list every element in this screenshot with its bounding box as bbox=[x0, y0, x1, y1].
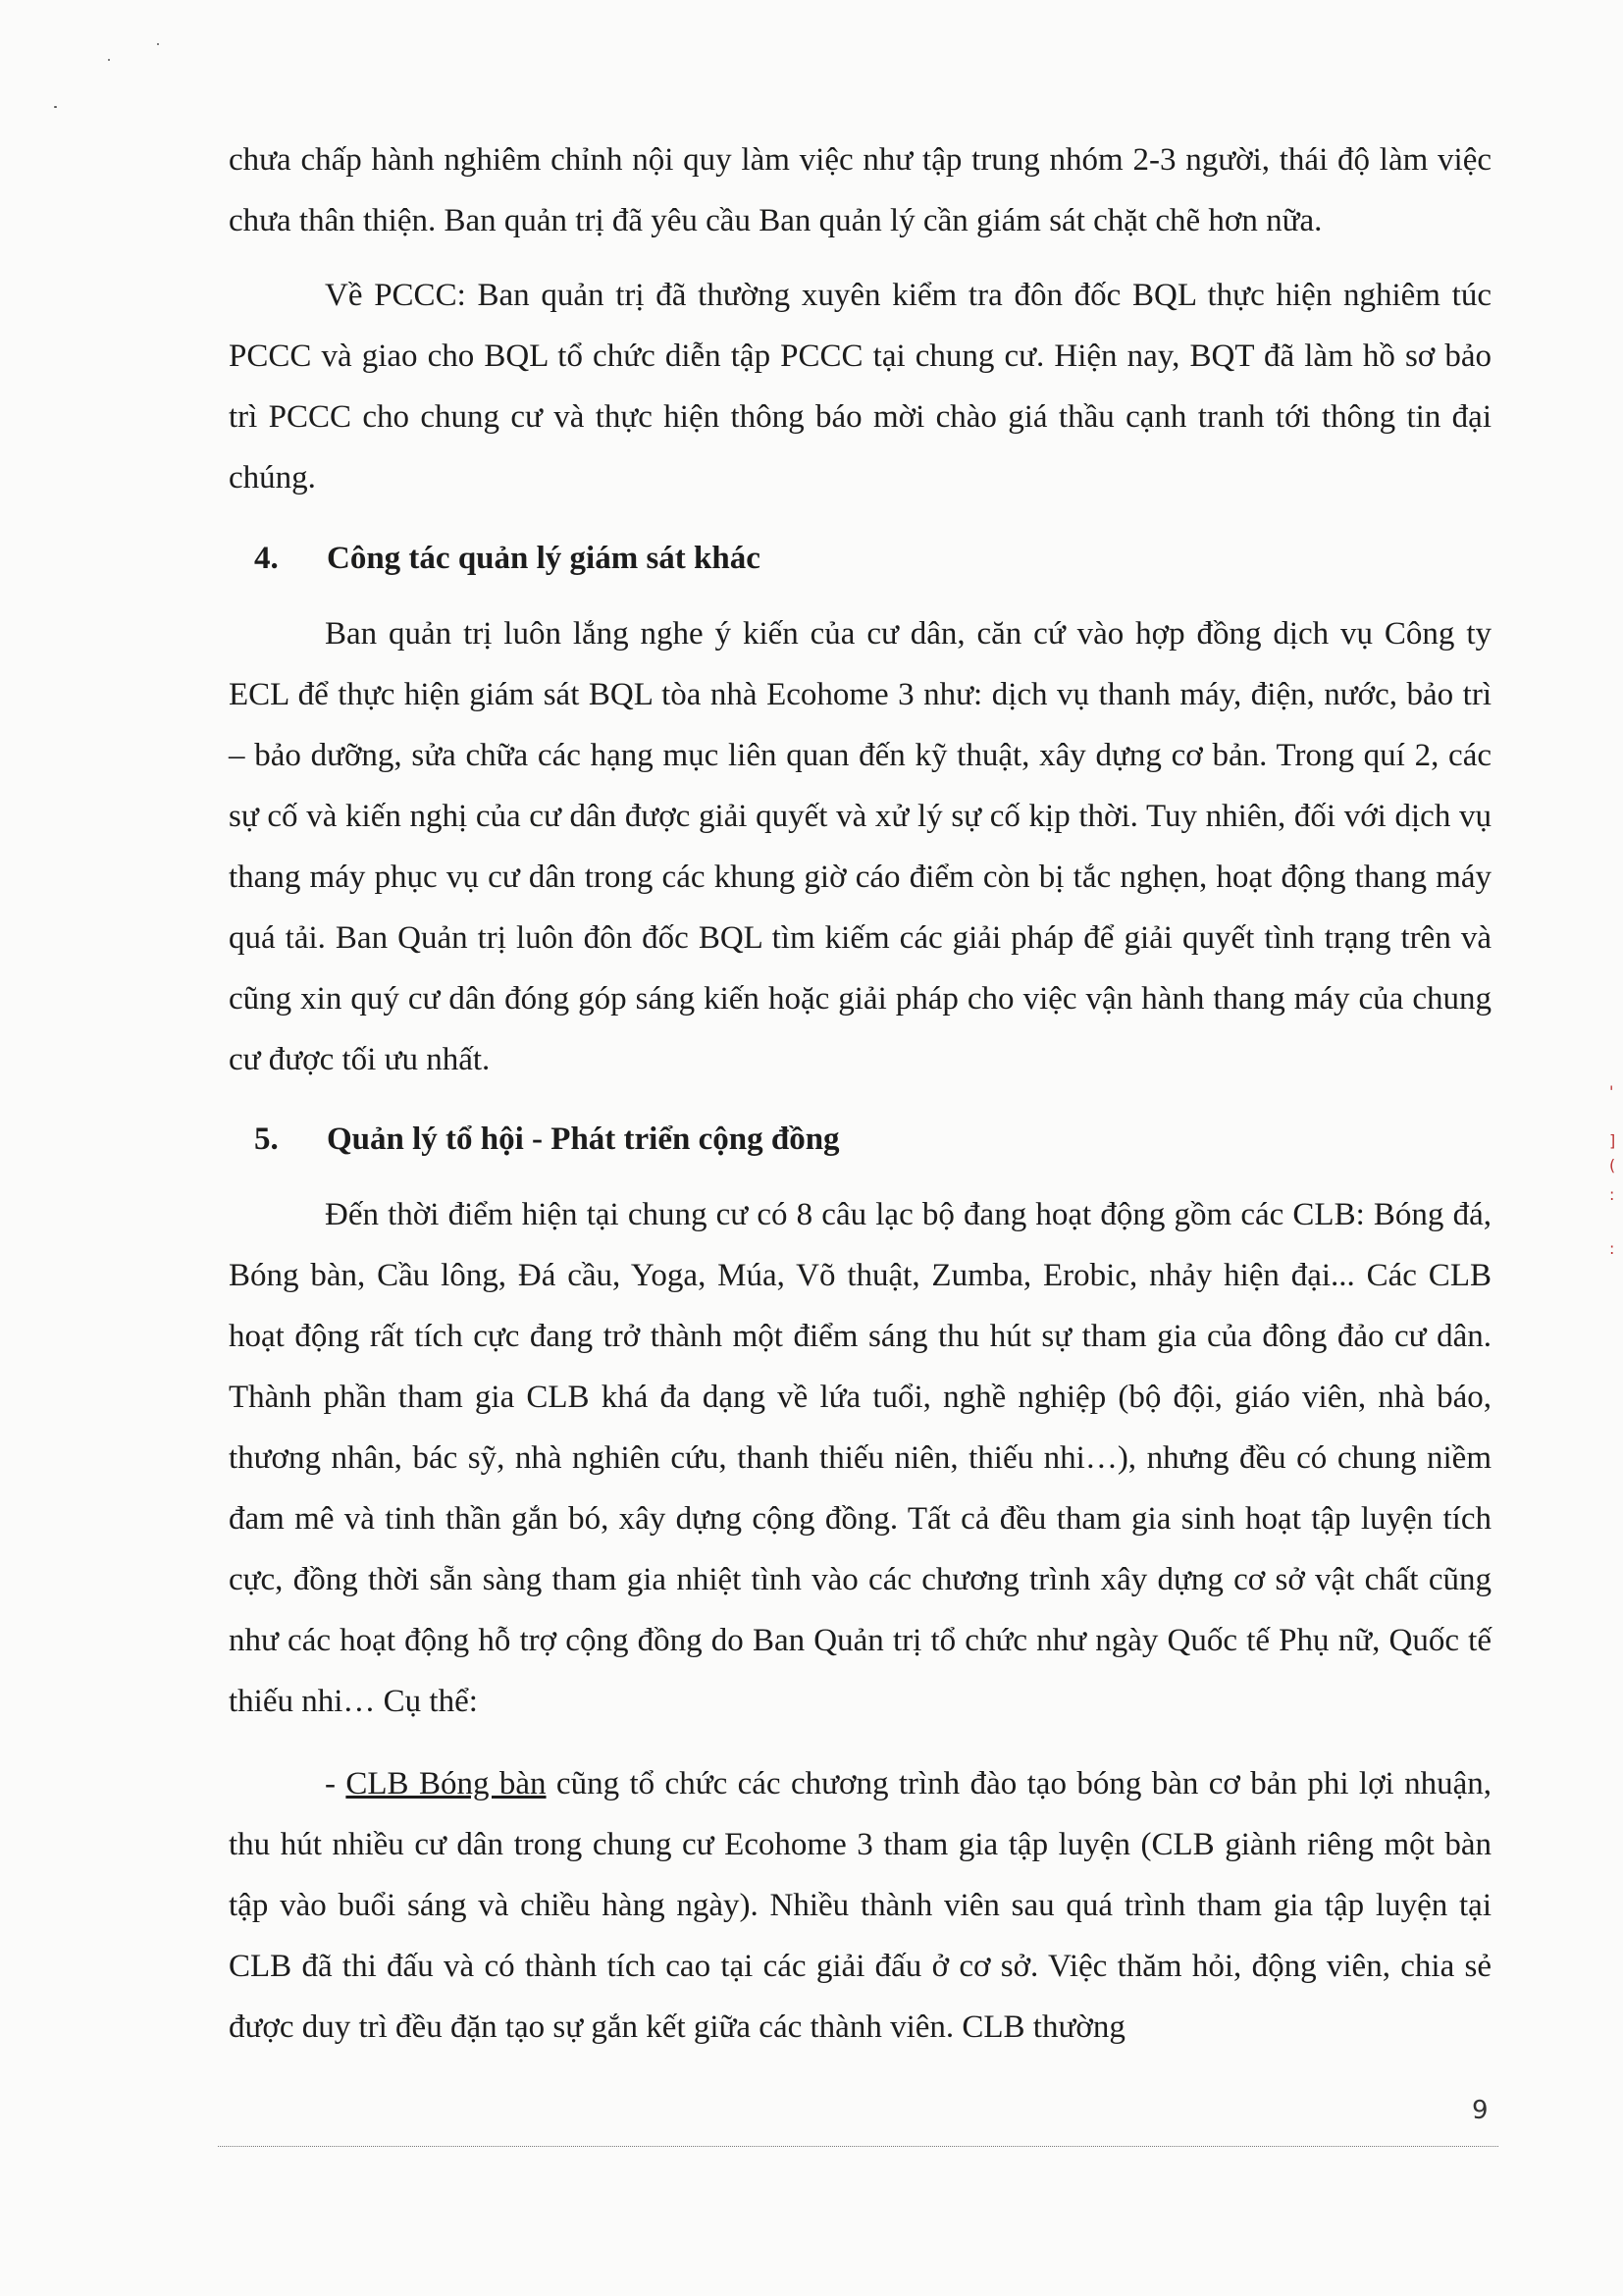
paragraph-clubs: Đến thời điểm hiện tại chung cư có 8 câu lạc bộ đang hoạt động gồm các CLB: Bóng đá, Bóng bàn, Cầu lông, Đá cầu, Yoga, Múa, Võ thuật, Zumba, Erobic, nhảy hiện đại... Các CLB hoạt động rất tích cực đang trở thành một điểm sáng thu hút sự tham gia của đông đảo cư dân. Thành phần tham gia CLB khá đa dạng về lứa tuổi, nghề nghiệp (bộ đội, giáo viên, nhà báo, thương nhân, bác sỹ, nhà nghiên cứu, thanh thiếu niên, thiếu nhi…), nhưng đều có chung niềm đam mê và tinh thần gắn bó, xây dựng cộng đồng. Tất cả đều tham gia sinh hoạt tập luyện tích cực, đồng thời sẵn sàng tham gia nhiệt tình vào các chương trình xây dựng cơ sở vật chất cũng như các hoạt động hỗ trợ cộng đồng do Ban Quản trị tổ chức như ngày Quốc tế Phụ nữ, Quốc tế thiếu nhi… Cụ thể: bbox=[229, 1197, 1492, 1719]
scan-speck bbox=[108, 59, 110, 61]
footer-divider bbox=[218, 2146, 1498, 2147]
page-number: 9 bbox=[1472, 2096, 1489, 2125]
scan-speck bbox=[54, 106, 57, 108]
club-description: cũng tổ chức các chương trình đào tạo bóng bàn cơ bản phi lợi nhuận, thu hút nhiều cư dân trong chung cư Ecohome 3 tham gia tập luyện (CLB giành riêng một bàn tập vào buổi sáng và chiều hàng ngày). Nhiều thành viên sau quá trình tham gia tập luyện tại CLB đã thi đấu và có thành tích cao tại các giải đấu ở cơ sở. Việc thăm hỏi, động viên, chia sẻ được duy trì đều đặn tạo sự gắn kết giữa các thành viên. CLB thường bbox=[229, 1766, 1492, 2045]
paragraph-fire-safety: Về PCCC: Ban quản trị đã thường xuyên kiểm tra đôn đốc BQL thực hiện nghiêm túc PCCC và giao cho BQL tổ chức diễn tập PCCC tại chung cư. Hiện nay, BQT đã làm hồ sơ bảo trì PCCC cho chung cư và thực hiện thông báo mời chào giá thầu cạnh tranh tới thông tin đại chúng. bbox=[229, 278, 1492, 496]
paragraph-staff-conduct: chưa chấp hành nghiêm chỉnh nội quy làm việc như tập trung nhóm 2-3 người, thái độ làm việc chưa thân thiện. Ban quản trị đã yêu cầu Ban quản lý cần giám sát chặt chẽ hơn nữa. bbox=[229, 142, 1492, 238]
section-title: Quản lý tổ hội - Phát triển cộng đồng bbox=[327, 1122, 840, 1157]
paragraph-supervision: Ban quản trị luôn lắng nghe ý kiến của cư dân, căn cứ vào hợp đồng dịch vụ Công ty ECL để thực hiện giám sát BQL tòa nhà Ecohome 3 như: dịch vụ thanh máy, điện, nước, bảo trì – bảo dưỡng, sửa chữa các hạng mục liên quan đến kỹ thuật, xây dựng cơ bản. Trong quí 2, các sự cố và kiến nghị của cư dân được giải quyết và xử lý sự cố kịp thời. Tuy nhiên, đối với dịch vụ thang máy phục vụ cư dân trong các khung giờ cáo điểm còn bị tắc nghẹn, hoạt động thang máy quá tải. Ban Quản trị luôn đôn đốc BQL tìm kiếm các giải pháp để giải quyết tình trạng trên và cũng xin quý cư dân đóng góp sáng kiến hoặc giải pháp cho việc vận hành thang máy của chung cư được tối ưu nhất. bbox=[229, 616, 1492, 1077]
section-title: Công tác quản lý giám sát khác bbox=[327, 541, 760, 576]
scan-margin-mark: : bbox=[1609, 1185, 1615, 1204]
scan-speck bbox=[157, 43, 159, 45]
section-number: 4. bbox=[254, 541, 279, 576]
club-name-underlined: CLB Bóng bàn bbox=[345, 1766, 547, 1801]
scan-margin-mark: ' bbox=[1609, 1082, 1614, 1101]
scan-margin-mark: ] bbox=[1609, 1131, 1616, 1150]
section-number: 5. bbox=[254, 1122, 279, 1157]
paragraph-table-tennis-club bbox=[229, 1753, 1492, 2058]
scan-margin-mark: ( bbox=[1609, 1156, 1616, 1174]
section-heading-5 bbox=[254, 1109, 840, 1170]
bullet-dash: - bbox=[325, 1766, 346, 1801]
scan-margin-mark: : bbox=[1609, 1239, 1615, 1258]
section-heading-4 bbox=[254, 528, 760, 589]
